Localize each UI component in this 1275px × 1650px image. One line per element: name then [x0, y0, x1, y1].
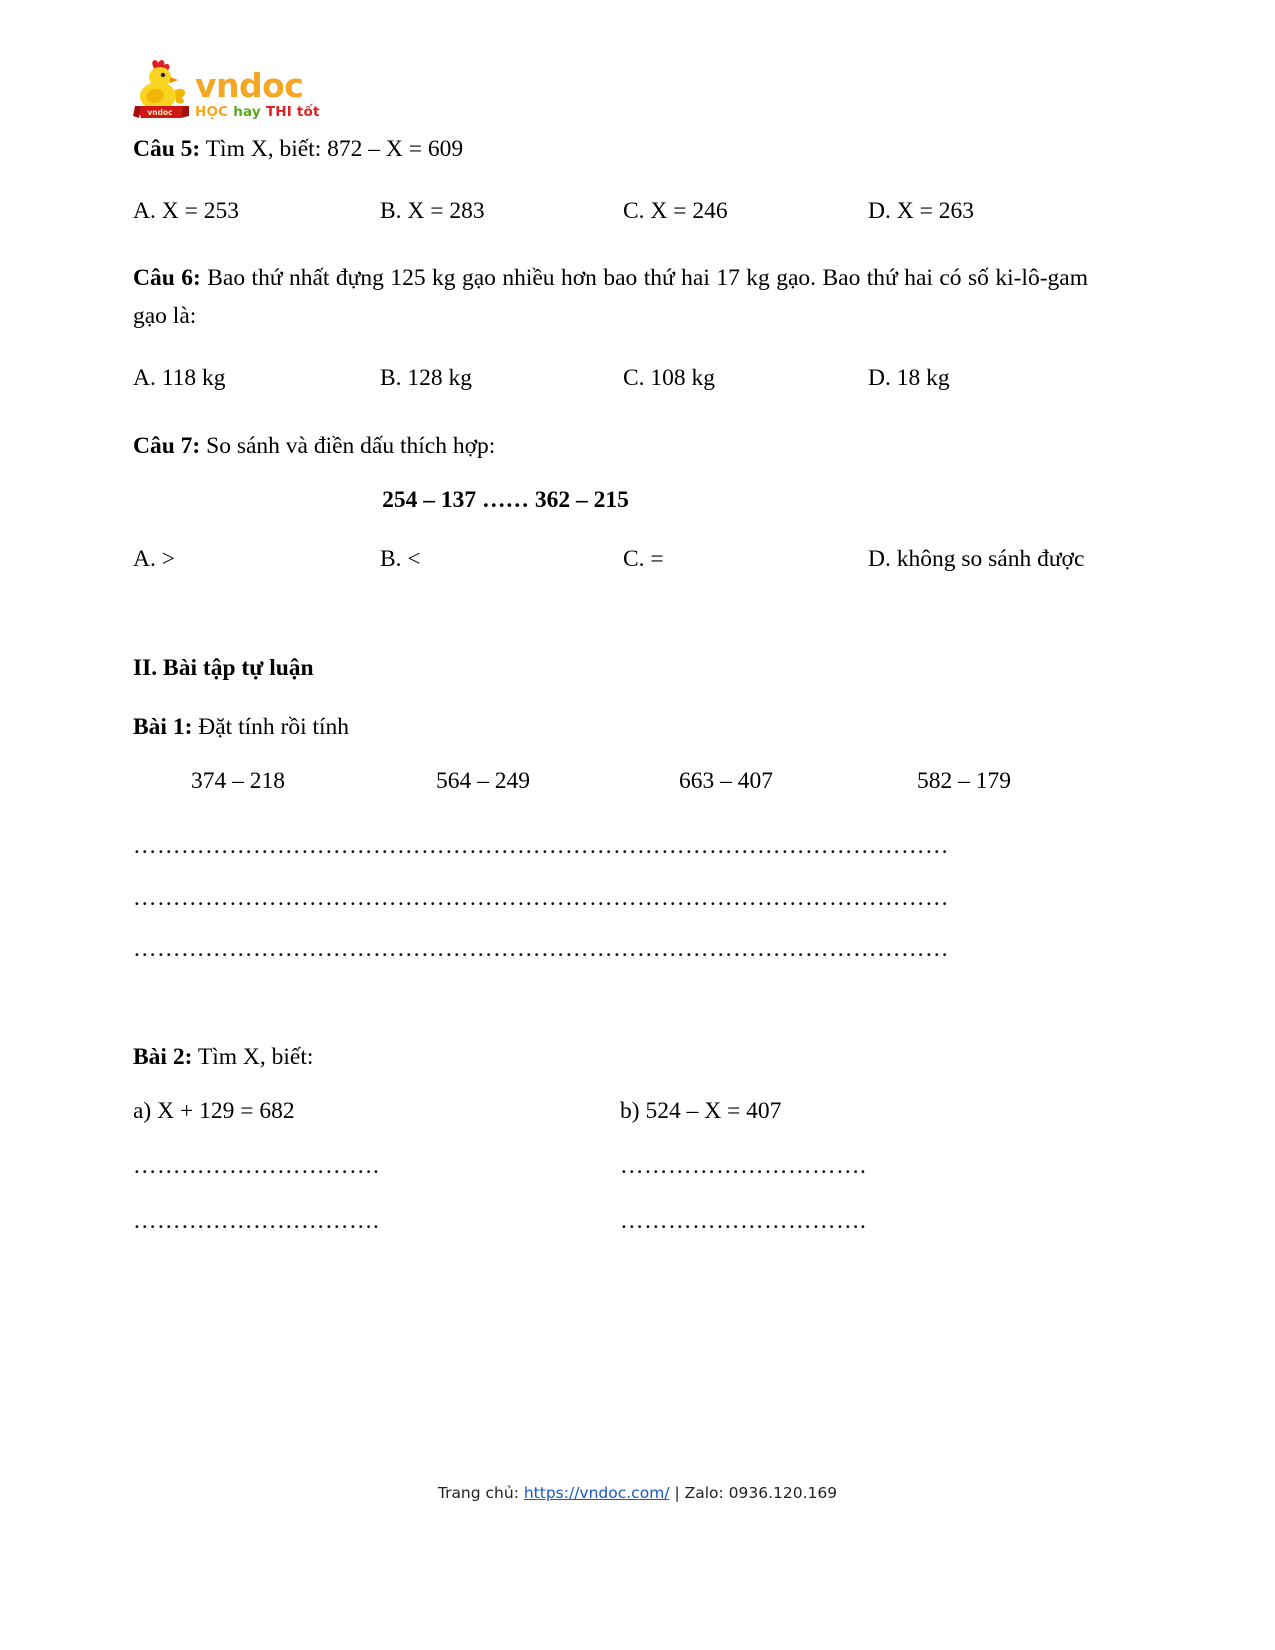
answer-line[interactable]: …………………………………………………………………………………………	[133, 886, 949, 911]
bai-1	[133, 708, 1088, 746]
footer-suffix: | Zalo: 0936.120.169	[669, 1484, 838, 1502]
question-7-expression: 254 – 137 …… 362 – 215	[382, 486, 629, 513]
answer-line[interactable]: ………………………….	[133, 1152, 380, 1179]
question-5-text: Tìm X, biết: 872 – X = 609	[200, 136, 464, 162]
answer-line[interactable]: ………………………….	[620, 1152, 867, 1179]
bai-2-item-b: b) 524 – X = 407	[620, 1097, 782, 1124]
question-5-label: Câu 5:	[133, 136, 201, 162]
bai-2-answer-row	[133, 1210, 1088, 1234]
question-7-text: So sánh và điền dấu thích hợp:	[200, 432, 496, 459]
option-b[interactable]: B. X = 283	[380, 198, 485, 225]
question-5	[133, 130, 1088, 168]
math-expression: 374 – 218	[191, 768, 285, 795]
math-expression: 564 – 249	[436, 768, 530, 795]
logo-text	[195, 66, 320, 122]
logo-tagline	[195, 104, 320, 120]
svg-text:vndoc: vndoc	[147, 108, 173, 117]
question-6-label: Câu 6:	[133, 265, 201, 292]
bai-1-expressions	[133, 768, 1088, 795]
option-a[interactable]: A. 118 kg	[133, 365, 226, 392]
footer-website-link[interactable]: https://vndoc.com/	[523, 1484, 670, 1502]
tagline-hoc: HỌC	[195, 104, 229, 120]
question-7	[133, 427, 1088, 465]
answer-line[interactable]: …………………………………………………………………………………………	[133, 938, 949, 962]
bai-2-label: Bài 2:	[133, 1043, 193, 1070]
option-b[interactable]: B. 128 kg	[380, 365, 473, 392]
question-6-options	[133, 361, 1088, 396]
question-7-label: Câu 7:	[133, 432, 201, 459]
option-b[interactable]: B. <	[380, 545, 421, 572]
question-6-text: Bao thứ nhất đựng 125 kg gạo nhiều hơn bao thứ hai 17 kg gạo. Bao thứ hai có số ki-lô-gam gạo là:	[133, 265, 1088, 330]
question-5-options	[133, 194, 1088, 229]
option-c[interactable]: C. =	[623, 545, 664, 572]
bai-1-text: Đặt tính rồi tính	[192, 714, 350, 740]
section-title-essay: II. Bài tập tự luận	[133, 655, 314, 681]
bai-2-text: Tìm X, biết:	[192, 1043, 314, 1070]
section-spacer	[133, 990, 1088, 1038]
answer-line[interactable]: ………………………….	[620, 1208, 867, 1235]
bai-2	[133, 1038, 1088, 1076]
question-6	[133, 259, 1088, 335]
tagline-hay: hay	[228, 104, 266, 120]
section-spacer	[133, 607, 1088, 655]
math-expression: 663 – 407	[679, 768, 773, 795]
page-footer	[0, 1484, 1275, 1502]
footer-prefix: Trang chủ:	[437, 1484, 524, 1502]
option-a[interactable]: A. >	[133, 545, 175, 572]
tagline-thi: THI tốt	[265, 104, 320, 120]
option-a[interactable]: A. X = 253	[133, 198, 239, 225]
option-d[interactable]: D. 18 kg	[868, 365, 950, 392]
math-expression: 582 – 179	[917, 768, 1011, 795]
option-d[interactable]: D. không so sánh được	[868, 545, 1085, 572]
option-c[interactable]: C. 108 kg	[623, 365, 716, 392]
bai-2-answer-row	[133, 1152, 1088, 1179]
bai-1-label: Bài 1:	[133, 714, 193, 740]
chicken-mascot-icon	[133, 56, 191, 122]
option-d[interactable]: D. X = 263	[868, 198, 974, 225]
vndoc-logo	[133, 50, 320, 122]
logo-wordmark: vndoc	[195, 66, 304, 105]
bai-2-item-a: a) X + 129 = 682	[133, 1097, 295, 1124]
bai-2-items	[133, 1098, 1088, 1125]
answer-line[interactable]: …………………………………………………………………………………………	[133, 835, 949, 859]
option-c[interactable]: C. X = 246	[623, 198, 728, 225]
worksheet-content	[133, 130, 1088, 1266]
answer-line[interactable]: ………………………….	[133, 1208, 380, 1235]
question-7-options	[133, 542, 1088, 577]
